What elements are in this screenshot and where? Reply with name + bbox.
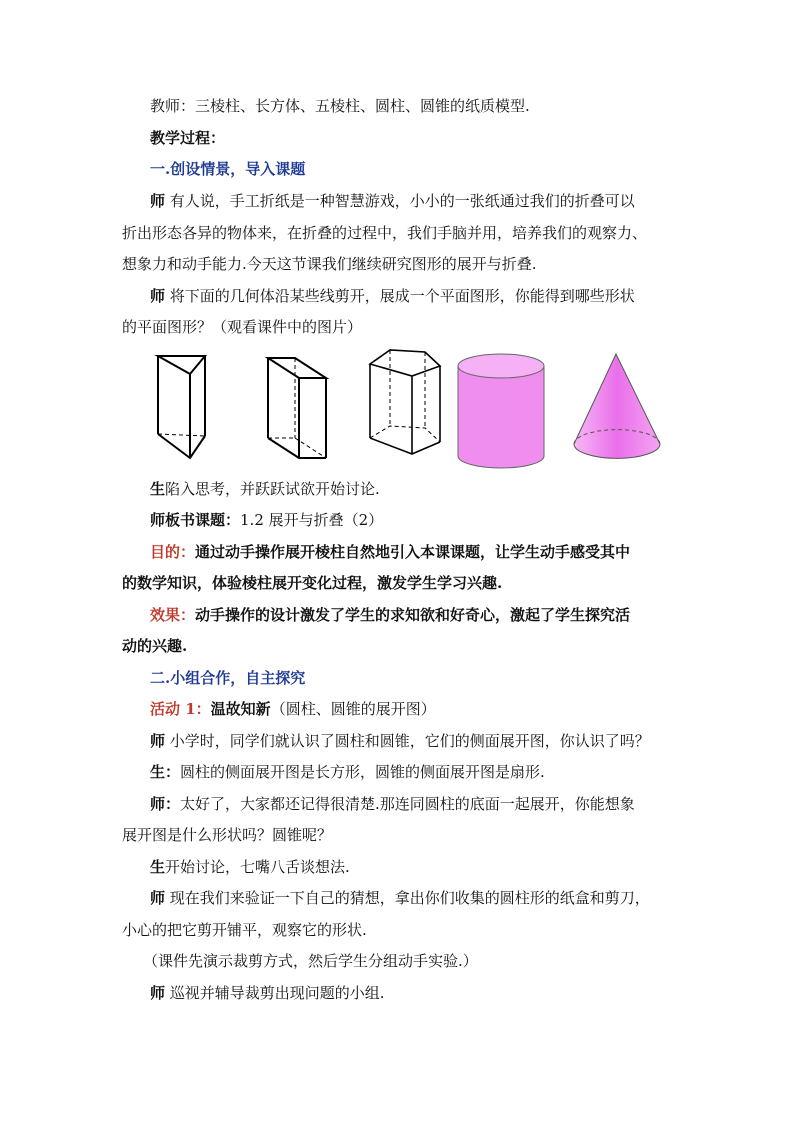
materials-line bbox=[150, 96, 530, 116]
goal-text: 的数学知识，体验棱柱展开变化过程，激发学生学习兴趣. bbox=[122, 574, 503, 592]
teacher-question-2-line-2 bbox=[122, 825, 332, 845]
courseware-note-line bbox=[143, 951, 478, 971]
speaker-label: 师： bbox=[150, 795, 181, 813]
para-text: 折出形态各异的物体来，在折叠的过程中，我们手脑并用，培养我们的观察力、 bbox=[122, 224, 648, 242]
speaker-label: 生 bbox=[150, 858, 166, 876]
para-2-line-2 bbox=[122, 317, 362, 337]
effect-label: 效果： bbox=[150, 606, 196, 624]
para-1-line-3 bbox=[122, 254, 537, 274]
para-text: 现在我们来验证一下自己的猜想，拿出你们收集的圆柱形的纸盒和剪刀， bbox=[169, 889, 650, 907]
para-text: 展开图是什么形状吗？圆锥呢？ bbox=[122, 826, 333, 844]
pentagonal-prism-figure bbox=[370, 350, 440, 454]
student-thinking-line bbox=[150, 479, 380, 499]
para-text: 小心的把它剪开铺平，观察它的形状. bbox=[122, 921, 367, 939]
para-text: 开始讨论，七嘴八舌谈想法. bbox=[165, 858, 350, 876]
speaker-label: 师 bbox=[150, 192, 166, 210]
para-text: 太好了，大家都还记得很清楚.那连同圆柱的底面一起展开，你能想象 bbox=[180, 795, 635, 813]
student-discuss-line bbox=[150, 857, 350, 877]
student-answer-1 bbox=[150, 762, 545, 782]
lesson-title-line bbox=[150, 510, 383, 530]
section-1-text: 一.创设情景，导入课题 bbox=[150, 160, 306, 178]
speaker-label: 师板书课题： bbox=[150, 511, 241, 529]
teaching-process-heading bbox=[150, 128, 225, 148]
effect-line-2 bbox=[122, 636, 187, 656]
para-1-line-1 bbox=[150, 191, 635, 211]
activity-1-line bbox=[150, 699, 436, 719]
activity-label: 活动 1： bbox=[150, 700, 211, 718]
effect-line-1 bbox=[150, 605, 630, 625]
solids-figure-row bbox=[150, 346, 670, 471]
para-text: （课件先演示裁剪方式，然后学生分组动手实验.） bbox=[143, 952, 478, 970]
para-text: 的平面图形？（观看课件中的图片） bbox=[122, 318, 363, 336]
teacher-verify-line-2 bbox=[122, 920, 367, 940]
lesson-title-text: 1.2 展开与折叠（2） bbox=[240, 511, 384, 529]
para-text: 将下面的几何体沿某些线剪开，展成一个平面图形，你能得到哪些形状 bbox=[169, 287, 635, 305]
goal-line-2 bbox=[122, 573, 502, 593]
effect-text: 动手操作的设计激发了学生的求知欲和好奇心，激起了学生探究活 bbox=[195, 606, 631, 624]
speaker-label: 师 bbox=[150, 287, 166, 305]
goal-text: 通过动手操作展开棱柱自然地引入本课课题，让学生动手感受其中 bbox=[195, 543, 631, 561]
para-1-line-2 bbox=[122, 223, 647, 243]
triangular-prism-figure bbox=[158, 356, 205, 458]
section-2-heading bbox=[150, 668, 305, 688]
cuboid-figure bbox=[268, 358, 326, 458]
cylinder-figure bbox=[458, 354, 544, 468]
materials-text: 教师：三棱柱、长方体、五棱柱、圆柱、圆锥的纸质模型. bbox=[150, 97, 530, 115]
speaker-label: 生： bbox=[150, 763, 181, 781]
para-text: 陷入思考，并跃跃试欲开始讨论. bbox=[165, 480, 380, 498]
goal-line-1 bbox=[150, 542, 630, 562]
teacher-question-1 bbox=[150, 731, 650, 751]
teacher-verify-line-1 bbox=[150, 888, 650, 908]
para-text: 巡视并辅导裁剪出现问题的小组. bbox=[169, 984, 385, 1002]
speaker-label: 师 bbox=[150, 732, 166, 750]
para-text: 想象力和动手能力.今天这节课我们继续研究图形的展开与折叠. bbox=[122, 255, 537, 273]
activity-title: 温故知新 bbox=[210, 700, 271, 718]
teacher-patrol-line bbox=[150, 983, 385, 1003]
section-1-heading bbox=[150, 159, 305, 179]
speaker-label: 师 bbox=[150, 984, 166, 1002]
speaker-label: 师 bbox=[150, 889, 166, 907]
para-text: 有人说，手工折纸是一种智慧游戏，小小的一张纸通过我们的折叠可以 bbox=[169, 192, 635, 210]
activity-note: （圆柱、圆锥的展开图） bbox=[270, 700, 436, 718]
para-text: 小学时，同学们就认识了圆柱和圆锥，它们的侧面展开图，你认识了吗？ bbox=[169, 732, 650, 750]
cone-figure bbox=[574, 354, 660, 458]
teacher-question-2-line-1 bbox=[150, 794, 635, 814]
para-2-line-1 bbox=[150, 286, 635, 306]
effect-text: 动的兴趣. bbox=[122, 637, 188, 655]
teaching-process-text: 教学过程： bbox=[150, 129, 226, 147]
section-2-text: 二.小组合作，自主探究 bbox=[150, 669, 306, 687]
para-text: 圆柱的侧面展开图是长方形，圆锥的侧面展开图是扇形. bbox=[180, 763, 545, 781]
goal-label: 目的： bbox=[150, 543, 196, 561]
speaker-label: 生 bbox=[150, 480, 166, 498]
